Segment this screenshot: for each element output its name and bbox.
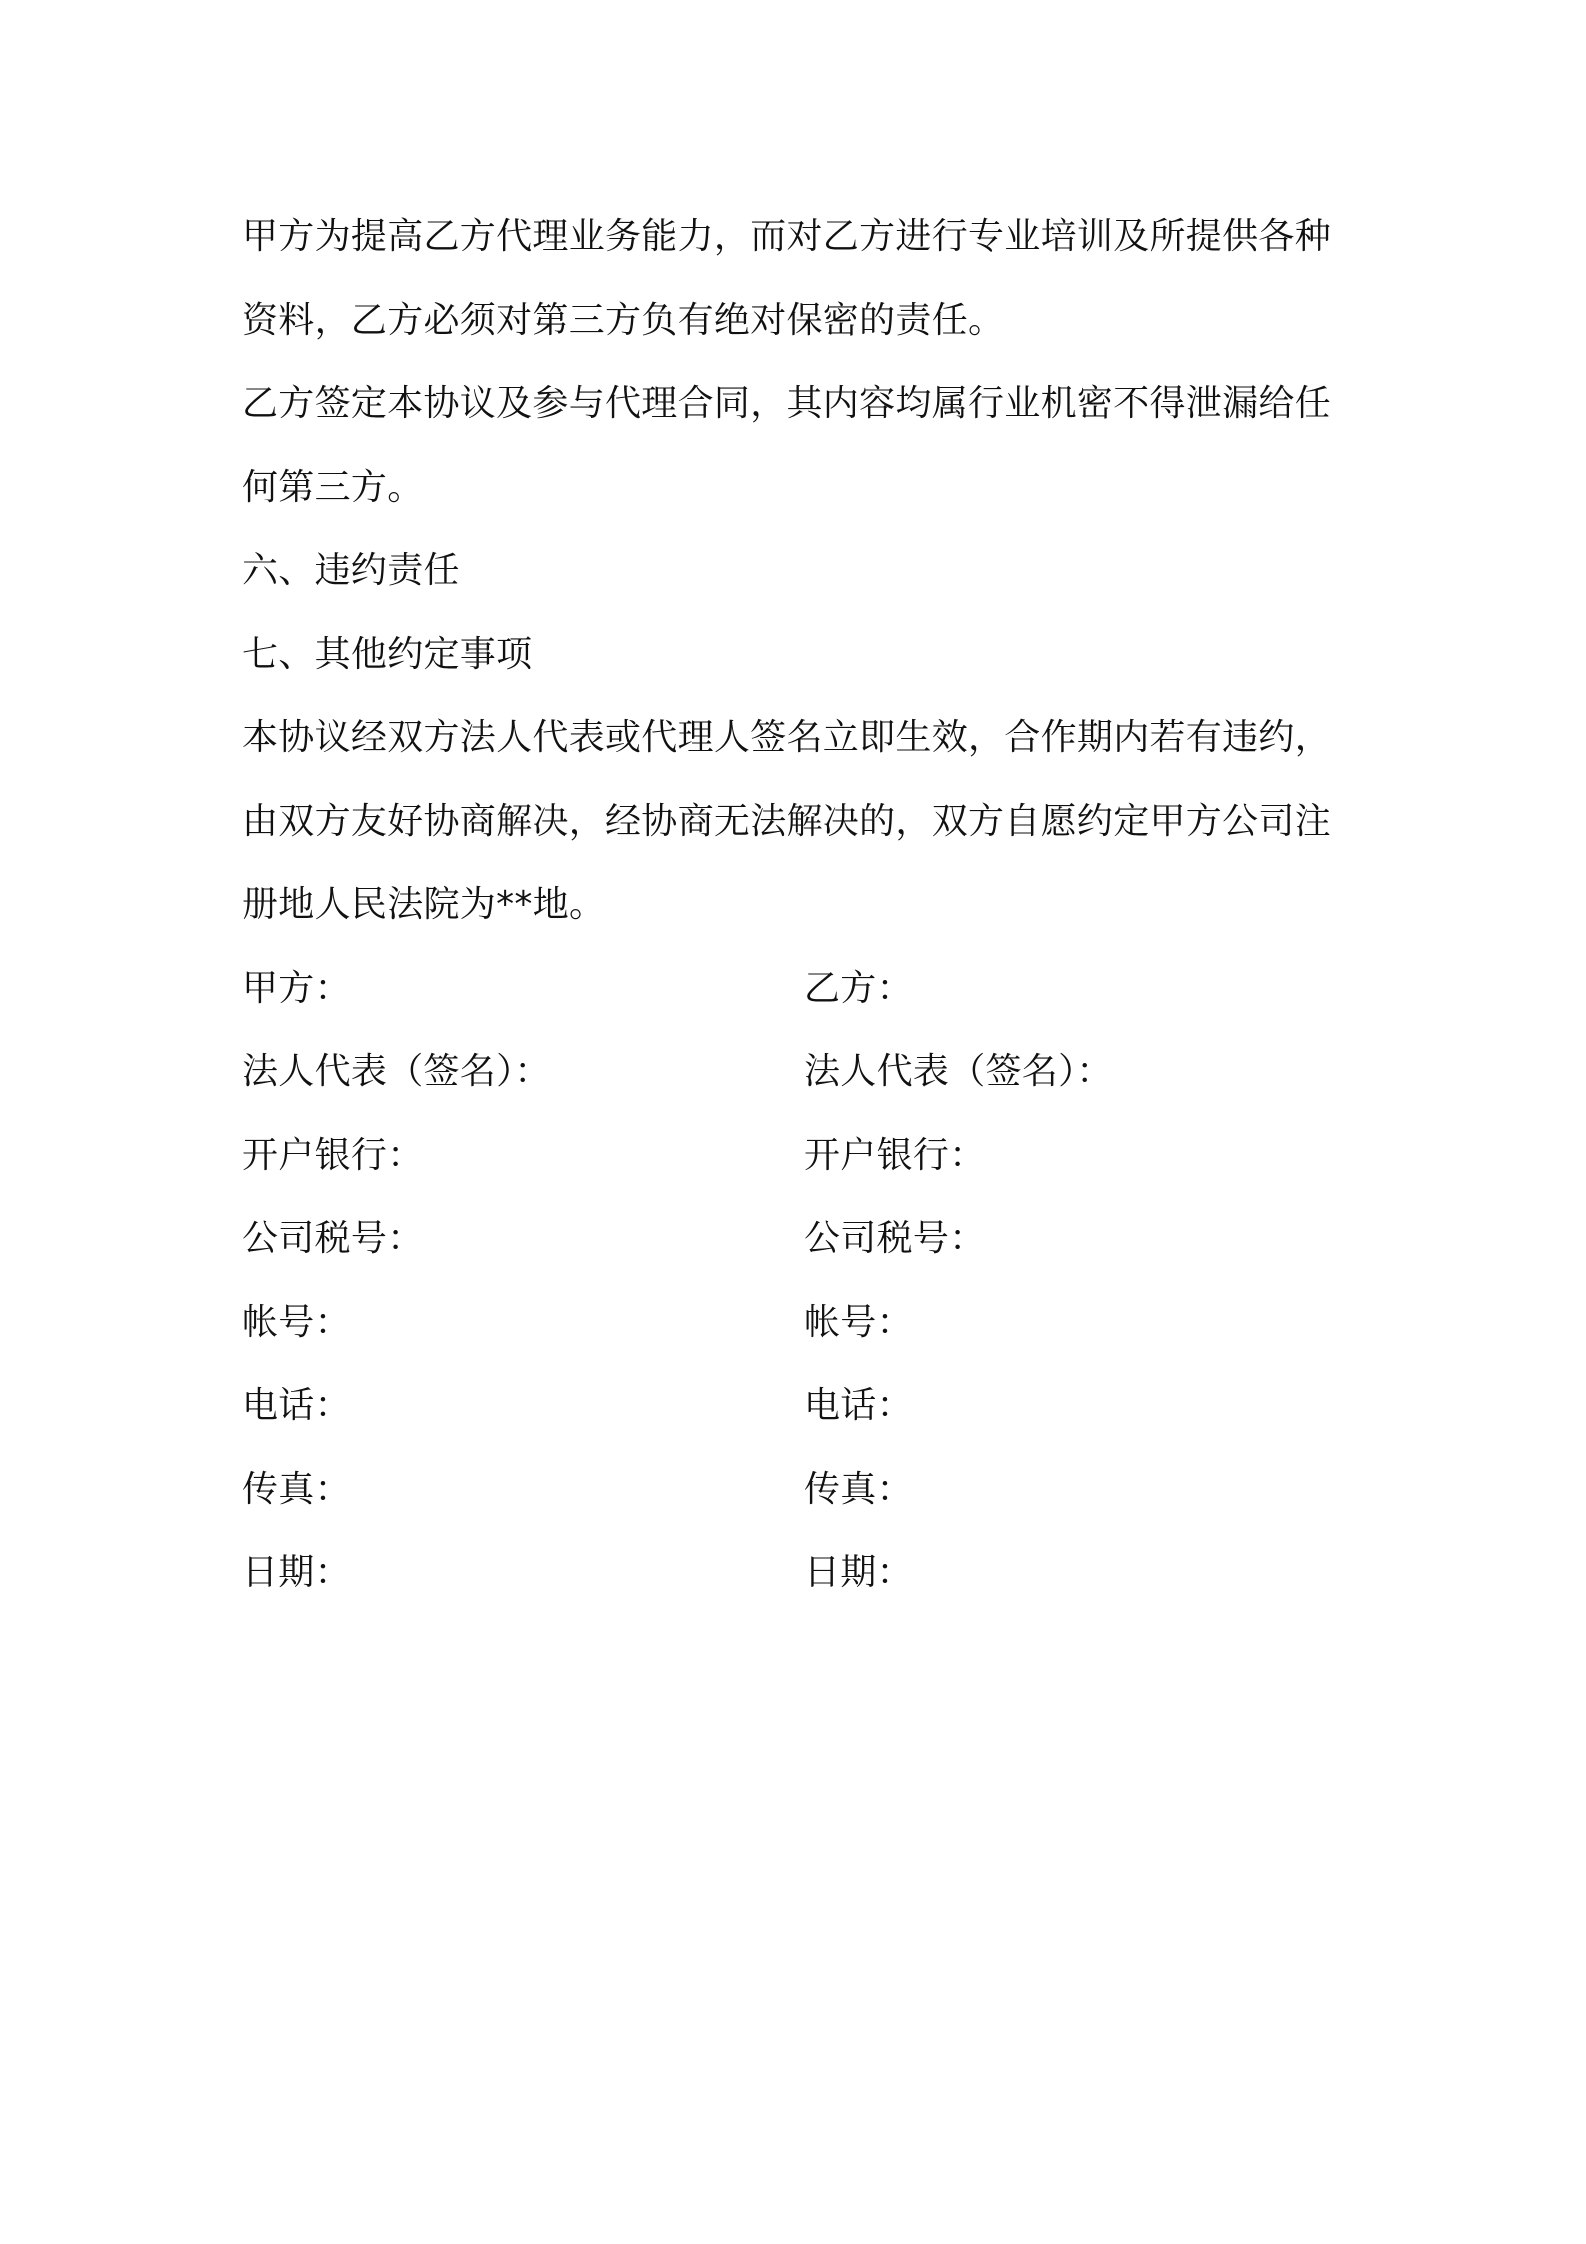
party-b-bank-label: 开户银行： bbox=[804, 1134, 986, 1176]
party-a-name-label: 甲方： bbox=[242, 967, 351, 1009]
section-heading-other-terms: 七、其他约定事项 bbox=[242, 633, 533, 675]
party-b-tax-id-label: 公司税号： bbox=[804, 1218, 986, 1259]
party-b-legal-rep-label: 法人代表（签名）： bbox=[804, 1051, 1113, 1092]
paragraph-line: 乙方签定本协议及参与代理合同，其内容均属行业机密不得泄漏给任 bbox=[242, 383, 1332, 424]
party-a-fax-label: 传真： bbox=[242, 1468, 351, 1510]
party-a-date-label: 日期： bbox=[242, 1552, 351, 1593]
party-a-tax-id-label: 公司税号： bbox=[242, 1218, 424, 1259]
section-heading-breach: 六、违约责任 bbox=[242, 550, 460, 591]
party-a-column bbox=[242, 947, 804, 1615]
party-a-account-label: 帐号： bbox=[242, 1301, 351, 1343]
party-b-date-label: 日期： bbox=[804, 1552, 913, 1593]
party-b-name-label: 乙方： bbox=[804, 967, 913, 1009]
signature-block bbox=[242, 947, 1352, 1615]
party-b-fax-label: 传真： bbox=[804, 1468, 913, 1510]
party-b-account-label: 帐号： bbox=[804, 1301, 913, 1343]
paragraph-line: 本协议经双方法人代表或代理人签名立即生效，合作期内若有违约， bbox=[242, 717, 1332, 758]
party-a-phone-label: 电话： bbox=[242, 1385, 351, 1426]
party-a-bank-label: 开户银行： bbox=[242, 1134, 424, 1176]
party-a-legal-rep-label: 法人代表（签名）： bbox=[242, 1051, 551, 1092]
paragraph-line: 由双方友好协商解决，经协商无法解决的，双方自愿约定甲方公司注 bbox=[242, 800, 1332, 842]
party-b-column bbox=[804, 947, 1352, 1615]
document-body bbox=[242, 195, 1352, 1615]
paragraph-line: 何第三方。 bbox=[242, 466, 424, 508]
paragraph-line: 资料，乙方必须对第三方负有绝对保密的责任。 bbox=[242, 299, 1005, 341]
paragraph-line: 册地人民法院为**地。 bbox=[242, 884, 606, 925]
paragraph-line: 甲方为提高乙方代理业务能力，而对乙方进行专业培训及所提供各种 bbox=[242, 216, 1332, 257]
party-b-phone-label: 电话： bbox=[804, 1385, 913, 1426]
